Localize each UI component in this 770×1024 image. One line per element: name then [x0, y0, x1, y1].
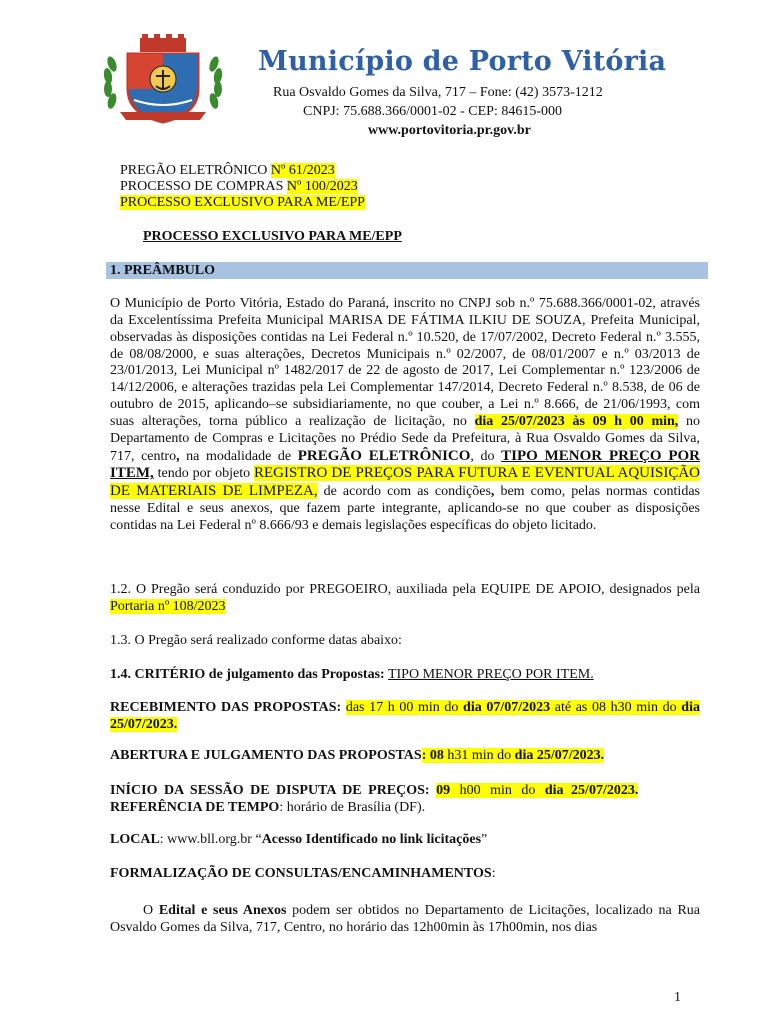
- municipality-title: Município de Porto Vitória: [258, 46, 667, 77]
- processo-number: Nº 100/2023: [286, 179, 358, 194]
- letterhead: [98, 34, 698, 144]
- pregao-number: Nº 61/2023: [270, 163, 335, 178]
- session-date-highlight: dia 25/07/2023 às 09 h 00 min,: [474, 413, 679, 429]
- preamble-paragraph: O Município de Porto Vitória, Estado do Paraná, inscrito no CNPJ sob n.º 75.688.366/0001-02, através da Excelentíssima Prefeita Municipal MARISA DE FÁTIMA ILKIU DE SOUZA, Prefeita Municipal, observadas às disposições contidas na Lei Federal n.º 10.520, de 17/07/2002, Decreto Federal n.º 3.555, de 08/08/2000, e suas alterações, Decretos Municipais n.º 02/2007, de 08/01/2007 e n.º 03/2013 de 23/01/2013, Lei Municipal nº 1482/2017 de 22 de agosto de 2017, Lei Complementar n.º 123/2006 de 14/12/2006, e alterações trazidas pela Lei Complementar 147/2014, Decreto Federal n.º 8.538, de 06 de outubro de 2015, aplicando–se subsidiariamente, no que couber, a Lei n.º 8.666, de 21/06/1993, com suas alterações, torna público a realização de licitação, no dia 25/07/2023 às 09 h 00 min, no Departamento de Compras e Licitações no Prédio Sede da Prefeitura, à Rua Osvaldo Gomes da Silva, 717, centro, na modalidade de PREGÃO ELETRÔNICO, do TIPO MENOR PREÇO POR ITEM, tendo por objeto REGISTRO DE PREÇOS PARA FUTURA E EVENTUAL AQUISIÇÃO DE MATERIAIS DE LIMPEZA, de acordo com as condições, bem como, pelas normas contidas nesse Edital e seus anexos, que fazem parte integrante, aplicando-se no que couber as disposições contidas na Lei Federal nº 8.666/93 e demais legislações específicas do objeto licitado.: [110, 296, 701, 533]
- edital-paragraph: O Edital e seus Anexos podem ser obtidos no Departamento de Licitações, localizado na Rua Osvaldo Gomes da Silva, 717, Centro, no horário das 12h00min às 17h00min, nos dias: [110, 903, 700, 935]
- ref-exclusivo: PROCESSO EXCLUSIVO PARA ME/EPP: [120, 195, 365, 210]
- tipo-licitacao: TIPO MENOR PREÇO POR ITEM,: [110, 447, 700, 482]
- formalizacao-heading: FORMALIZAÇÃO DE CONSULTAS/ENCAMINHAMENTOS:: [110, 866, 496, 881]
- header-cnpj-cep: CNPJ: 75.688.366/0001-02 - CEP: 84615-000: [303, 104, 563, 119]
- header-website: www.portovitoria.pr.gov.br: [368, 123, 531, 138]
- objeto-highlight: REGISTRO DE PREÇOS PARA FUTURA E EVENTUAL AQUISIÇÃO DE MATERIAIS DE LIMPEZA,: [110, 465, 700, 500]
- municipal-crest-logo: [98, 34, 228, 124]
- portaria-highlight: Portaria nº 108/2023: [110, 599, 226, 614]
- local-line: LOCAL: www.bll.org.br “Acesso Identificado no link licitações”: [110, 832, 488, 847]
- paragraph-1-2: 1.2. O Pregão será conduzido por PREGOEIRO, auxiliada pela EQUIPE DE APOIO, designados pela Portaria nº 108/2023: [110, 582, 700, 614]
- recebimento-propostas: RECEBIMENTO DAS PROPOSTAS: das 17 h 00 min do dia 07/07/2023 até as 08 h30 min do dia 25/07/2023.: [110, 700, 700, 732]
- section-heading-preambulo: 1. PREÂMBULO: [106, 262, 708, 279]
- criterio-value: TIPO MENOR PREÇO POR ITEM.: [387, 667, 594, 682]
- ref-pregao: PREGÃO ELETRÔNICO Nº 61/2023: [120, 163, 335, 178]
- page-number: 1: [674, 990, 681, 1005]
- paragraph-1-4: 1.4. CRITÉRIO de julgamento das Propostas: TIPO MENOR PREÇO POR ITEM.: [110, 667, 594, 682]
- process-references: [120, 163, 365, 211]
- header-address: Rua Osvaldo Gomes da Silva, 717 – Fone: (42) 3573-1212: [273, 85, 603, 100]
- abertura-julgamento: ABERTURA E JULGAMENTO DAS PROPOSTAS: 08 h31 min do dia 25/07/2023.: [110, 748, 605, 763]
- document-subtitle: PROCESSO EXCLUSIVO PARA ME/EPP: [143, 229, 402, 244]
- paragraph-1-3: 1.3. O Pregão será realizado conforme datas abaixo:: [110, 633, 402, 648]
- modalidade: PREGÃO ELETRÔNICO: [297, 447, 471, 464]
- ref-processo: PROCESSO DE COMPRAS Nº 100/2023: [120, 179, 358, 194]
- inicio-sessao-disputa: INÍCIO DA SESSÃO DE DISPUTA DE PREÇOS: 09 h00 min do dia 25/07/2023. REFERÊNCIA DE TEMPO: horário de Brasília (DF).: [110, 783, 639, 815]
